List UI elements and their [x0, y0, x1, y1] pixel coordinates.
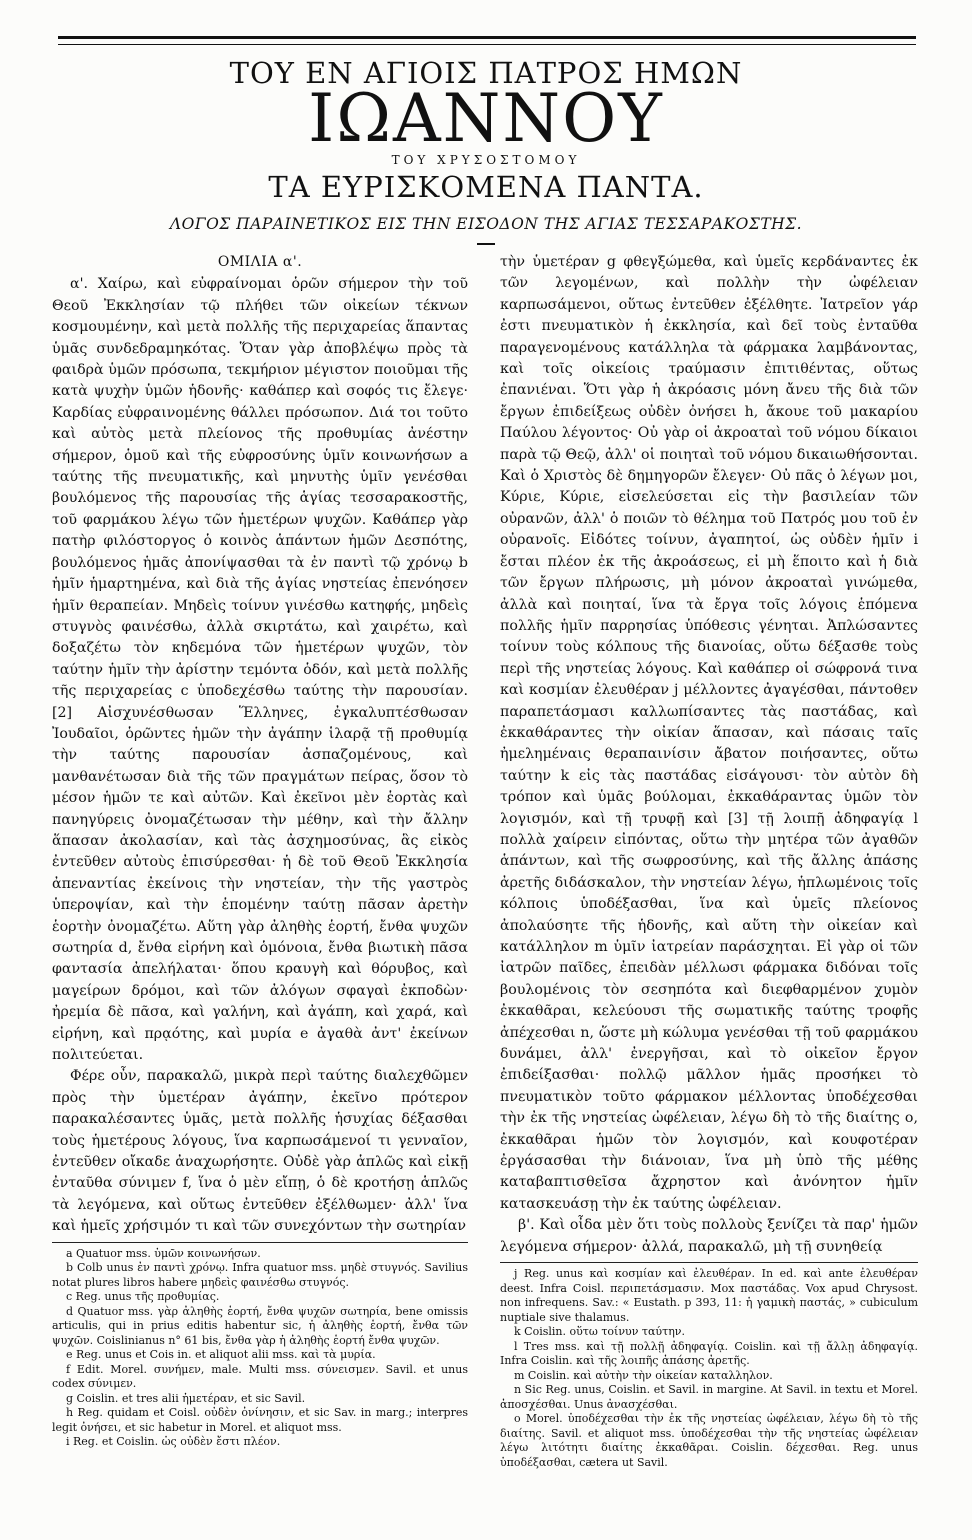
right-column — [500, 252, 918, 1476]
footnote: o Morel. ὑποδέχεσθαι τὴν ἐκ τῆς νηστείας ὠφέλειαν, λέγω δὴ τὸ τῆς διαίτης. Savil. et aliquot mss. ὑποδέχεσθαι τὴν τῆς νηστείας ὠφέλειαν λέγω λιτότητι διαίτης ἐκκαθᾶραι. Coislin. δέχεσθαι. Reg. unus ὑποδέξασθαι, cætera ut Savil. — [500, 1412, 918, 1469]
footnote: n Sic Reg. unus, Coislin. et Savil. in margine. At Savil. in textu et Morel. ἀποσχέσθαι. Unus ἀνασχέσθαι. — [500, 1383, 918, 1411]
footnote: e Reg. unus et Cois in. et aliquot alii mss. καὶ τὰ μυρία. — [66, 1348, 376, 1362]
header-line-3: ΤΟΥ ΧΡΥΣΟΣΤΟΜΟΥ — [391, 153, 581, 167]
top-rule-thin — [58, 44, 916, 45]
body-paragraph: Φέρε οὖν, παρακαλῶ, μικρὰ περὶ ταύτης διαλεχθῶμεν πρὸς τὴν ὑμετέραν ἀγάπην, ἐκεῖνο πρότερον παρακαλέσαντες ὑμᾶς, μετὰ πολλῆς ἡσυχίας δέξασθαι τοὺς ἡμετέρους λόγους, ἵνα καρπωσάμενοί τι γενναῖον, ἐντεῦθεν οἴκαδε ἀναχωρήσητε. Οὐδὲ γὰρ ἁπλῶς καὶ εἰκῇ ἐνταῦθα σύνιμεν f, ἵνα ὁ μὲν εἴπῃ, ὁ δὲ κροτήσῃ ἁπλῶς τὰ λεγόμενα, καὶ οὕτως ἐντεῦθεν ἐξέλθωμεν· ἀλλ' ἵνα καὶ ἡμεῖς χρήσιμόν τι καὶ τῶν συνεχόντων τὴν σωτηρίαν — [52, 1068, 468, 1235]
left-column — [52, 252, 468, 1476]
body-paragraph: β'. Καὶ οἶδα μὲν ὅτι τοὺς πολλοὺς ξενίζει τὰ παρ' ἡμῶν λεγόμενα σήμερον· ἀλλά, παρακαλῶ, μὴ τῇ συνηθείᾳ — [500, 1217, 918, 1255]
top-rule — [58, 36, 916, 39]
footnote: i Reg. et Coislin. ὡς οὐδὲν ἔστι πλέον. — [66, 1435, 281, 1449]
notes-divider — [500, 1262, 918, 1263]
footnote: f Edit. Morel. συνήμεν, male. Multi mss. σύνεισμεν. Savil. et unus codex σύνιμεν. — [52, 1362, 468, 1391]
footnote: j Reg. unus καὶ κοσμίαν καὶ ἐλευθέραν. In ed. καὶ ante ἐλευθέραν deest. Infra Coisl. περιπετάσμασιν. Mox παστάδας. Vox apud Chrysost. non infrequens. Sav.: « Eustath. p 393, 11: ἡ γαμικὴ παστάς, » cubiculum nuptiale sive thalamus. — [500, 1267, 918, 1324]
header-subtitle: ΛΟΓΟΣ ΠΑΡΑΙΝΕΤΙΚΟΣ ΕΙΣ ΤΗΝ ΕΙΣΟΔΟΝ ΤΗΣ ΑΓΙΑΣ ΤΕΣΣΑΡΑΚΟΣΤΗΣ. — [169, 215, 803, 233]
header-line-1: ΤΟΥ ΕΝ ΑΓΙΟΙΣ ΠΑΤΡΟΣ ΗΜΩΝ — [229, 56, 743, 90]
footnotes-left — [52, 1247, 468, 1450]
footnote: a Quatuor mss. ὑμῶν κοινωνήσων. — [66, 1246, 261, 1260]
footnote: m Coislin. καὶ αὐτὴν τὴν οἰκείαν καταλληλον. — [514, 1368, 773, 1382]
footnote: d Quatuor mss. γὰρ ἀληθὴς ἑορτή, ἔνθα ψυχῶν σωτηρία, bene omissis articulis, qui in prius editis habentur sic, ἡ ἀληθὴς ἑορτή, ἔνθα τῶν ψυχῶν. Coislinianus n° 61 bis, ἔνθα γὰρ ἡ ἀληθὴς ἑορτή ἔνθα ψυχῶν. — [52, 1304, 468, 1347]
notes-divider — [52, 1242, 468, 1243]
body-paragraph: α'. Χαίρω, καὶ εὐφραίνομαι ὁρῶν σήμερον τὴν τοῦ Θεοῦ Ἐκκλησίαν τῷ πλήθει τῶν οἰκείων τέκνων κοσμουμένην, καὶ μετὰ πολλῆς τῆς περιχαρείας ἅπαντας ὑμᾶς συνδεδραμηκότας. Ὅταν γὰρ ἀποβλέψω πρὸς τὰ φαιδρὰ ὑμῶν πρόσωπα, τεκμήριον μέγιστον ποιοῦμαι τῆς κατὰ ψυχὴν ὑμῶν ἡδονῆς· καθάπερ καὶ σοφός τις ἔλεγε· Καρδίας εὐφραινομένης θάλλει πρόσωπον. Διά τοι τοῦτο καὶ αὐτὸς μετὰ πλείονος τῆς προθυμίας ἀνέστην σήμερον, ὁμοῦ καὶ τῆς εὐφροσύνης ὑμῖν κοινωνήσων a ταύτης τῆς πνευματικῆς, καὶ μηνυτὴς ὑμῖν γενέσθαι βουλόμενος τῆς παρουσίας τῆς ἁγίας τεσσαρακοστῆς, τοῦ φαρμάκου λέγω τῶν ἡμετέρων ψυχῶν. Καθάπερ γὰρ πατὴρ φιλόστοργος ὁ κοινὸς ἁπάντων ἡμῶν Δεσπότης, βουλόμενος ἡμᾶς ἀπονίψασθαι τὰ ἐν παντὶ τῷ χρόνῳ b ἡμῖν ἡμαρτημένα, καὶ διὰ τῆς ἁγίας νηστείας ἐπενόησεν ἡμῖν θεραπείαν. Μηδεὶς τοίνυν γινέσθω κατηφής, μηδεὶς στυγνὸς φαινέσθω, ἀλλὰ σκιρτάτω, καὶ χαιρέτω, καὶ δοξαζέτω τὸν κηδεμόνα τῶν ἡμετέρων ψυχῶν, τὸν ταύτην ἡμῖν τὴν ἀρίστην τεμόντα ὁδόν, καὶ μετὰ πολλῆς τῆς περιχαρείας c ὑποδεχέσθω ταύτης τὴν παρουσίαν. [2] Αἰσχυνέσθωσαν Ἕλληνες, ἐγκαλυπτέσθωσαν Ἰουδαῖοι, ὁρῶντες ἡμῶν τὴν ἀγάπην ἱλαρᾷ τῇ προθυμίᾳ τὴν ταύτης παρουσίαν ἀσπαζομένους, καὶ μανθανέτωσαν διὰ τῆς τῶν πραγμάτων πείρας, ὅσον τὸ μέσον ἡμῶν τε καὶ αὐτῶν. Καὶ ἐκεῖνοι μὲν ἑορτὰς καὶ πανηγύρεις ὀνομαζέτωσαν τὴν μέθην, καὶ τὴν ἄλλην ἅπασαν ἀκολασίαν, καὶ τὰς ἀσχημοσύνας, ἃς εἰκὸς ἐντεῦθεν αὐτοὺς ἐπισύρεσθαι· ἡ δὲ τοῦ Θεοῦ Ἐκκλησία ἀπεναντίας ἐκείνοις τὴν νηστείαν, τὴν τῆς γαστρὸς ὑπεροψίαν, καὶ τὴν ἑπομένην ταύτῃ πᾶσαν ἀρετὴν ἑορτὴν ὀνομαζέτω. Αὕτη γὰρ ἀληθὴς ἑορτή, ἔνθα ψυχῶν σωτηρία d, ἔνθα εἰρήνη καὶ ὁμόνοια, ἔνθα βιωτικὴ πᾶσα φαντασία ἀπελήλαται· ὅπου κραυγὴ καὶ θόρυβος, καὶ μαγείρων δρόμοι, καὶ τῶν ἀλόγων σφαγαὶ ἐκποδὼν· ἠρεμία δὲ πᾶσα, καὶ γαλήνη, καὶ ἀγάπη, καὶ χαρά, καὶ εἰρήνη, καὶ πρᾳότης, καὶ μυρία e ἀγαθὰ ἀντ' ἐκείνων πολιτεύεται. — [52, 276, 468, 1064]
footnote: g Coislin. et tres alii ἡμετέραν, et sic Savil. — [66, 1391, 306, 1405]
footnote: b Colb unus ἐν παντὶ χρόνῳ. Infra quatuor mss. μηδὲ στυγνός. Savilius notat plures libros habere μηδεὶς φαινέσθω στυγνός. — [52, 1261, 468, 1289]
footnote: h Reg. quidam et Coisl. οὐδὲν ὀνίνησιν, et sic Sav. in marg.; interpres legit ὀνήσει, et sic habetur in Morel. et aliquot mss. — [52, 1406, 468, 1434]
short-divider — [477, 243, 495, 245]
footnotes-right — [500, 1267, 918, 1470]
footnote: k Coislin. οὕτω τοίνυν ταύτην. — [514, 1325, 685, 1339]
footnote: c Reg. unus τῆς προθυμίας. — [66, 1290, 220, 1304]
footnote: l Tres mss. καὶ τῇ πολλῇ ἀδηφαγίᾳ. Coislin. καὶ τῇ ἄλλῃ ἀδηφαγίᾳ. Infra Coislin. καὶ τῆς λοιπῆς ἁπάσης ἀρετῆς. — [500, 1339, 918, 1368]
homily-heading: ΟΜΙΛΙΑ α'. — [217, 254, 303, 270]
body-paragraph: τὴν ὑμετέραν g φθεγξώμεθα, καὶ ὑμεῖς κερδάναντες ἐκ τῶν λεγομένων, καὶ πολλὴν τὴν ὠφέλειαν καρπωσάμενοι, οὕτως ἐντεῦθεν ἐξέλθητε. Ἰατρεῖον γάρ ἐστι πνευματικὸν ἡ ἐκκλησία, καὶ δεῖ τοὺς ἐνταῦθα παραγενομένους κατάλληλα τὰ φάρμακα λαμβάνοντας, καὶ τοῖς οἰκείοις τραύμασιν ἐπιτιθέντας, οὕτως ἐπανιέναι. Ὅτι γὰρ ἡ ἀκρόασις μόνη ἄνευ τῆς διὰ τῶν ἔργων ἐπιδείξεως οὐδὲν ὀνήσει h, ἄκουε τοῦ μακαρίου Παύλου λέγοντος· Οὐ γὰρ οἱ ἀκροαταὶ τοῦ νόμου δίκαιοι παρὰ τῷ Θεῷ, ἀλλ' οἱ ποιηταὶ τοῦ νόμου δικαιωθήσονται. Καὶ ὁ Χριστὸς δὲ δημηγορῶν ἔλεγεν· Οὐ πᾶς ὁ λέγων μοι, Κύριε, Κύριε, εἰσελεύσεται εἰς τὴν βασιλείαν τῶν οὐρανῶν, ἀλλ' ὁ ποιῶν τὸ θέλημα τοῦ Πατρός μου τοῦ ἐν οὐρανοῖς. Εἰδότες τοίνυν, ἀγαπητοί, ὡς οὐδὲν ἡμῖν i ἔσται πλέον ἐκ τῆς ἀκροάσεως, εἰ μὴ ἕποιτο καὶ ἡ διὰ τῶν ἔργων πλήρωσις, μὴ μόνον ἀκροαταὶ γινώμεθα, ἀλλὰ καὶ ποιηταί, ἵνα τὰ ἔργα τοῖς λόγοις ἑπόμενα πολλῆς ἡμῖν παρρησίας ὑπόθεσις γένηται. Ἀπλώσαντες τοίνυν τοὺς κόλπους τῆς διανοίας, οὕτω δέξασθε τοὺς περὶ τῆς νηστείας λόγους. Καὶ καθάπερ οἱ σώφρονά τινα καὶ κοσμίαν ἐλευθέραν j μέλλοντες ἀγαγέσθαι, πάντοθεν παραπετάσμασι καλλωπίσαντες τὰς παστάδας, καὶ ἐκκαθάραντες τὴν οἰκίαν ἅπασαν, καὶ πάσαις ταῖς ἠμελημέναις θεραπαινίσιν ἄβατον ποιήσαντες, οὕτω ταύτην k εἰς τὰς παστάδας εἰσάγουσι· τὸν αὐτὸν δὴ τρόπον καὶ ὑμᾶς βούλομαι, ἐκκαθάραντας ὑμῶν τὸν λογισμόν, καὶ τῇ τρυφῇ καὶ [3] τῇ λοιπῇ ἀδηφαγίᾳ l πολλὰ χαίρειν εἰπόντας, οὕτω τὴν μητέρα τῶν ἀγαθῶν ἁπάντων, καὶ τῆς σωφροσύνης, καὶ τῆς ἄλλης ἁπάσης ἀρετῆς διδάσκαλον, τὴν νηστείαν λέγω, ἡπλωμένοις τοῖς κόλποις ὑποδέξασθαι, ἵνα καὶ ὑμεῖς πλείονος ἀπολαύσητε τῆς ἡδονῆς, καὶ αὕτη τὴν οἰκείαν καὶ κατάλληλον m ὑμῖν ἰατρείαν παράσχηται. Εἰ γὰρ οἱ τῶν ἰατρῶν παῖδες, ἐπειδὰν μέλλωσι φάρμακα διδόναι τοῖς βουλομένοις τὸν σεσηπότα καὶ διεφθαρμένον χυμὸν ἐκκαθᾶραι, κελεύουσι τῆς σωματικῆς ταύτης τροφῆς ἀπέχεσθαι n, ὥστε μὴ κώλυμα γενέσθαι τῇ τοῦ φαρμάκου δυνάμει, ἀλλ' ἐνεργῆσαι, καὶ τὸ οἰκεῖον ἔργον ἐπιδείξασθαι· πολλῷ μᾶλλον ἡμᾶς προσήκει τὸ πνευματικὸν τοῦτο φάρμακον μέλλοντας ὑποδέχεσθαι τὴν ἐκ τῆς νηστείας ὠφέλειαν, λέγω δὴ τὸ τῆς διαίτης o, ἐκκαθᾶραι ἡμῶν τὸν λογισμόν, καὶ κουφοτέραν ἐργάσασθαι τὴν διάνοιαν, ἵνα μὴ ὑπὸ τῆς μέθης καταβαπτισθεῖσα ἄχρηστον καὶ ἀνόνητον ἡμῖν κατασκευάσῃ τὴν ἐκ ταύτης ὠφέλειαν. — [500, 254, 918, 1212]
header-author-name: ΙΩΑΝΝΟΥ — [308, 80, 664, 157]
header-line-4: ΤΑ ΕΥΡΙΣΚΟΜΕΝΑ ΠΑΝΤΑ. — [268, 170, 704, 204]
